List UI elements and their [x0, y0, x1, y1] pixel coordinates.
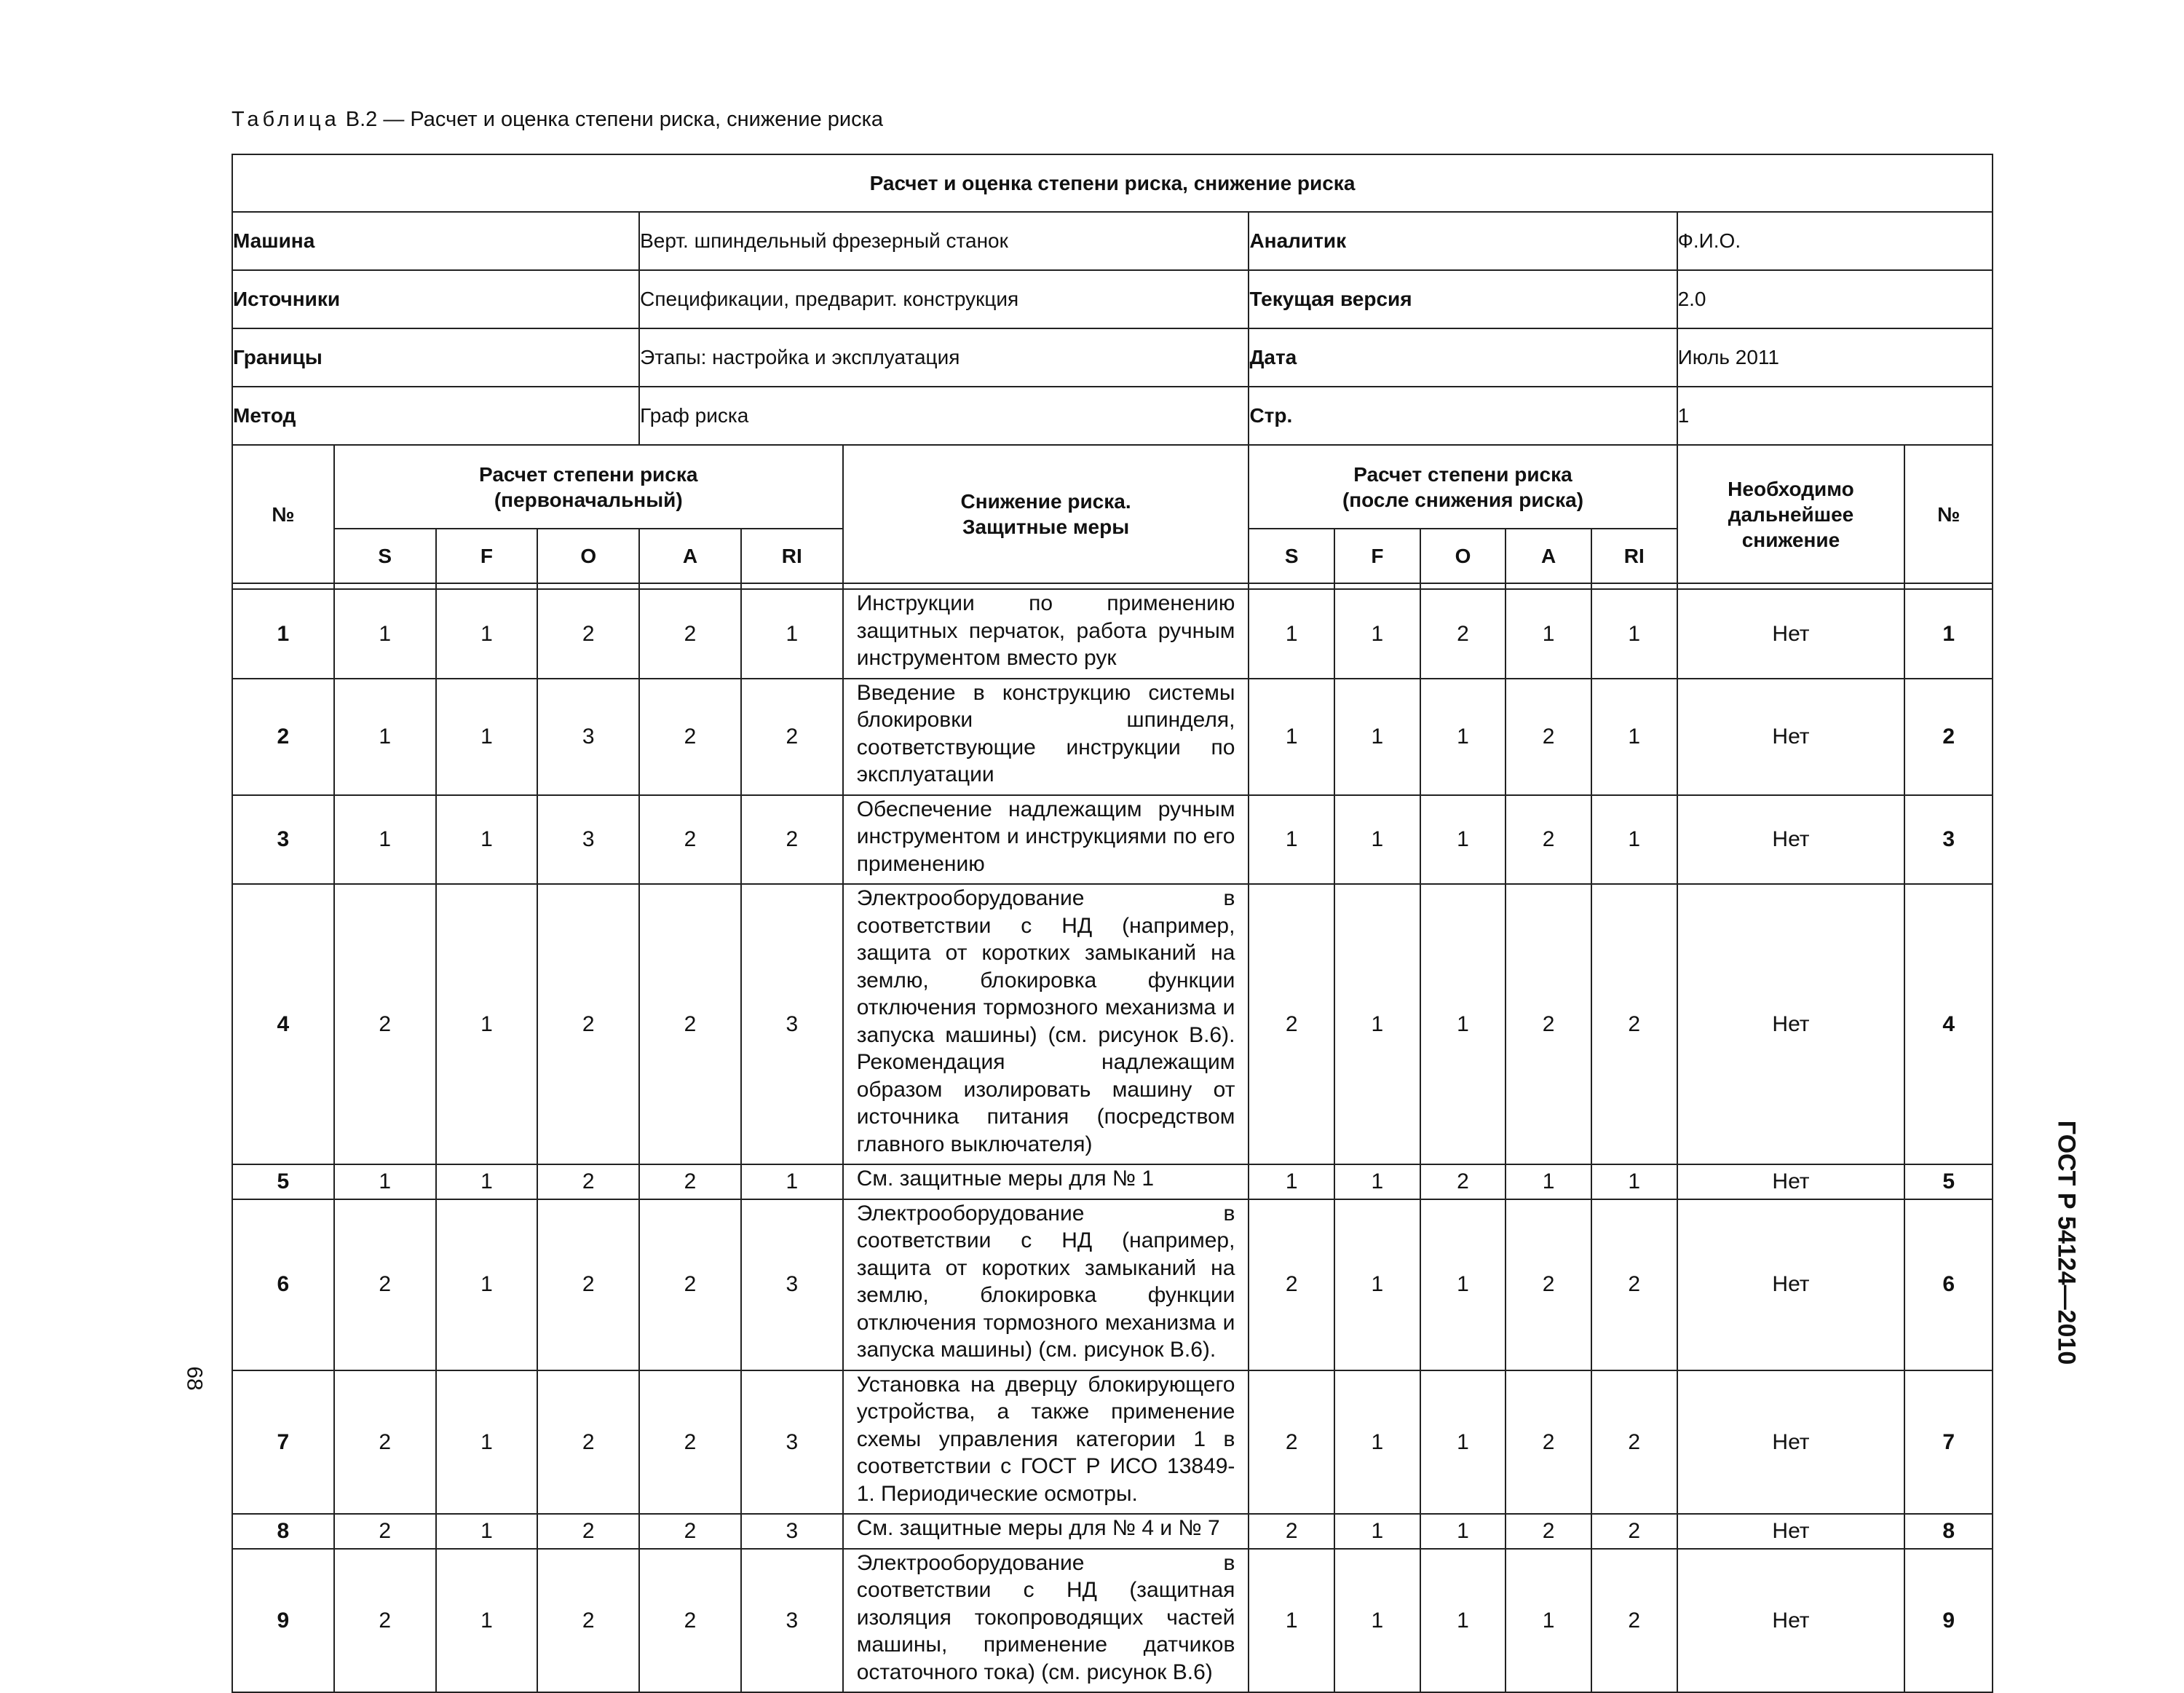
header-initial-line2: (первоначальный) — [494, 488, 683, 511]
header-initial-line1: Расчет степени риска — [479, 462, 698, 486]
info-value: Этапы: настройка и эксплуатация — [639, 328, 1249, 387]
cell-protective-measure: См. защитные меры для № 4 и № 7 — [843, 1514, 1249, 1549]
cell-after-f: 1 — [1334, 795, 1420, 885]
cell-initial-f: 1 — [436, 1164, 538, 1199]
cell-row-number-right: 3 — [1904, 795, 1993, 885]
cell-initial-f: 1 — [436, 1549, 538, 1693]
header-col-f: F — [436, 529, 538, 583]
header-measures-line2: Защитные меры — [962, 516, 1130, 538]
info-row-machine — [232, 212, 1993, 270]
header-further-reduction — [1677, 445, 1905, 583]
table-row — [232, 589, 1993, 679]
caption-text: В.2 — Расчет и оценка степени риска, снижение риска — [345, 108, 884, 131]
cell-after-o: 1 — [1420, 1549, 1506, 1693]
info-value: Июль 2011 — [1677, 328, 1993, 387]
cell-initial-o: 2 — [537, 1370, 639, 1515]
info-label: Стр. — [1249, 387, 1677, 445]
cell-further-reduction: Нет — [1677, 1199, 1905, 1370]
cell-initial-o: 2 — [537, 589, 639, 679]
cell-after-o: 1 — [1420, 1199, 1506, 1370]
caption-label: Таблица — [232, 108, 340, 131]
cell-initial-o: 2 — [537, 884, 639, 1164]
cell-after-s: 1 — [1249, 1164, 1334, 1199]
cell-after-a: 2 — [1506, 884, 1591, 1164]
cell-after-ri: 1 — [1591, 1164, 1677, 1199]
cell-initial-s: 1 — [334, 795, 436, 885]
cell-initial-f: 1 — [436, 1514, 538, 1549]
cell-after-s: 2 — [1249, 1514, 1334, 1549]
cell-after-a: 1 — [1506, 1549, 1591, 1693]
cell-row-number-right: 1 — [1904, 589, 1993, 679]
cell-after-a: 1 — [1506, 589, 1591, 679]
cell-row-number-right: 6 — [1904, 1199, 1993, 1370]
cell-further-reduction: Нет — [1677, 1549, 1905, 1693]
cell-initial-a: 2 — [639, 1199, 741, 1370]
cell-initial-a: 2 — [639, 679, 741, 795]
cell-after-s: 1 — [1249, 1549, 1334, 1693]
cell-initial-s: 2 — [334, 884, 436, 1164]
table-title: Расчет и оценка степени риска, снижение риска — [232, 154, 1993, 212]
table-caption — [232, 108, 883, 132]
cell-after-s: 1 — [1249, 679, 1334, 795]
cell-protective-measure: Электрооборудование в соответствии с НД (защитная изоляция токопроводящих частей машины, применение датчиков остаточного тока) (см. рисунок В.6) — [843, 1549, 1249, 1693]
cell-protective-measure: Электрооборудование в соответствии с НД (например, защита от коротких замыканий на землю, блокировка функции отключения тормозного механизма и запуска машины) (см. рисунок В.6). Рекомендация надлежащим образом изолировать машину от источника питания (посредством главного выключателя) — [843, 884, 1249, 1164]
header-col-f-after: F — [1334, 529, 1420, 583]
info-value: 1 — [1677, 387, 1993, 445]
cell-initial-s: 2 — [334, 1549, 436, 1693]
cell-after-a: 2 — [1506, 1514, 1591, 1549]
header-measures-line1: Снижение риска. — [960, 490, 1131, 513]
info-value: Верт. шпиндельный фрезерный станок — [639, 212, 1249, 270]
cell-after-ri: 1 — [1591, 795, 1677, 885]
header-after-risk — [1249, 445, 1677, 529]
cell-further-reduction: Нет — [1677, 1164, 1905, 1199]
cell-initial-f: 1 — [436, 1370, 538, 1515]
cell-initial-ri: 2 — [741, 679, 843, 795]
cell-initial-ri: 2 — [741, 795, 843, 885]
header-row — [232, 445, 1993, 529]
cell-row-number: 9 — [232, 1549, 334, 1693]
risk-table — [232, 154, 1993, 1693]
cell-initial-a: 2 — [639, 1514, 741, 1549]
cell-after-a: 2 — [1506, 795, 1591, 885]
header-further-line2: дальнейшее — [1728, 502, 1854, 526]
cell-initial-ri: 3 — [741, 1549, 843, 1693]
cell-initial-a: 2 — [639, 795, 741, 885]
header-initial-risk — [334, 445, 843, 529]
cell-further-reduction: Нет — [1677, 884, 1905, 1164]
cell-row-number-right: 2 — [1904, 679, 1993, 795]
cell-row-number: 3 — [232, 795, 334, 885]
cell-after-f: 1 — [1334, 1514, 1420, 1549]
cell-row-number: 8 — [232, 1514, 334, 1549]
cell-after-o: 2 — [1420, 1164, 1506, 1199]
cell-after-s: 2 — [1249, 1370, 1334, 1515]
cell-initial-a: 2 — [639, 884, 741, 1164]
cell-initial-ri: 3 — [741, 1370, 843, 1515]
cell-protective-measure: Установка на дверцу блокирующего устройства, а также применение схемы управления категории 1 в соответствии с ГОСТ Р ИСО 13849-1. Периодические осмотры. — [843, 1370, 1249, 1515]
table-row — [232, 884, 1993, 1164]
info-label: Текущая версия — [1249, 270, 1677, 328]
cell-after-ri: 2 — [1591, 1549, 1677, 1693]
cell-further-reduction: Нет — [1677, 795, 1905, 885]
info-label: Дата — [1249, 328, 1677, 387]
cell-initial-s: 1 — [334, 1164, 436, 1199]
table-row — [232, 795, 1993, 885]
cell-after-o: 1 — [1420, 1370, 1506, 1515]
cell-initial-s: 2 — [334, 1514, 436, 1549]
cell-row-number-right: 5 — [1904, 1164, 1993, 1199]
cell-initial-o: 3 — [537, 795, 639, 885]
cell-after-s: 1 — [1249, 795, 1334, 885]
table-row — [232, 1199, 1993, 1370]
cell-row-number: 1 — [232, 589, 334, 679]
cell-after-f: 1 — [1334, 1164, 1420, 1199]
cell-initial-o: 2 — [537, 1549, 639, 1693]
cell-initial-o: 3 — [537, 679, 639, 795]
info-value: Граф риска — [639, 387, 1249, 445]
cell-protective-measure: См. защитные меры для № 1 — [843, 1164, 1249, 1199]
info-label: Машина — [232, 212, 639, 270]
cell-after-o: 1 — [1420, 795, 1506, 885]
info-label: Границы — [232, 328, 639, 387]
cell-initial-o: 2 — [537, 1199, 639, 1370]
header-col-s-after: S — [1249, 529, 1334, 583]
cell-initial-a: 2 — [639, 1549, 741, 1693]
table-row — [232, 1514, 1993, 1549]
table-row — [232, 1549, 1993, 1693]
cell-further-reduction: Нет — [1677, 679, 1905, 795]
cell-initial-ri: 3 — [741, 1514, 843, 1549]
cell-after-ri: 2 — [1591, 884, 1677, 1164]
cell-after-o: 1 — [1420, 679, 1506, 795]
cell-initial-a: 2 — [639, 589, 741, 679]
cell-initial-f: 1 — [436, 884, 538, 1164]
header-further-line1: Необходимо — [1728, 477, 1854, 500]
cell-protective-measure: Введение в конструкцию системы блокировки шпинделя, соответствующие инструкции по эксплуатации — [843, 679, 1249, 795]
header-col-o: O — [537, 529, 639, 583]
cell-initial-o: 2 — [537, 1514, 639, 1549]
cell-initial-ri: 1 — [741, 589, 843, 679]
info-label: Метод — [232, 387, 639, 445]
cell-initial-a: 2 — [639, 1164, 741, 1199]
cell-initial-a: 2 — [639, 1370, 741, 1515]
cell-protective-measure: Обеспечение надлежащим ручным инструментом и инструкциями по его применению — [843, 795, 1249, 885]
cell-after-ri: 2 — [1591, 1514, 1677, 1549]
info-value: Ф.И.О. — [1677, 212, 1993, 270]
cell-after-f: 1 — [1334, 679, 1420, 795]
header-col-ri-after: RI — [1591, 529, 1677, 583]
cell-after-a: 2 — [1506, 679, 1591, 795]
cell-after-ri: 2 — [1591, 1199, 1677, 1370]
header-no: № — [232, 445, 334, 583]
cell-initial-f: 1 — [436, 679, 538, 795]
cell-initial-s: 2 — [334, 1370, 436, 1515]
info-value: Спецификации, предварит. конструкция — [639, 270, 1249, 328]
cell-initial-f: 1 — [436, 1199, 538, 1370]
header-col-a-after: A — [1506, 529, 1591, 583]
cell-after-ri: 1 — [1591, 679, 1677, 795]
cell-row-number: 7 — [232, 1370, 334, 1515]
cell-initial-f: 1 — [436, 589, 538, 679]
cell-row-number: 6 — [232, 1199, 334, 1370]
cell-protective-measure: Инструкции по применению защитных перчаток, работа ручным инструментом вместо рук — [843, 589, 1249, 679]
cell-row-number-right: 7 — [1904, 1370, 1993, 1515]
header-measures — [843, 445, 1249, 583]
cell-further-reduction: Нет — [1677, 1514, 1905, 1549]
info-value: 2.0 — [1677, 270, 1993, 328]
header-after-line2: (после снижения риска) — [1342, 488, 1584, 511]
header-col-a: A — [639, 529, 741, 583]
header-separator — [232, 583, 1993, 589]
cell-after-f: 1 — [1334, 1370, 1420, 1515]
cell-further-reduction: Нет — [1677, 1370, 1905, 1515]
cell-further-reduction: Нет — [1677, 589, 1905, 679]
table-body — [232, 154, 1993, 1692]
cell-initial-s: 1 — [334, 589, 436, 679]
cell-initial-s: 1 — [334, 679, 436, 795]
cell-row-number-right: 9 — [1904, 1549, 1993, 1693]
cell-after-s: 2 — [1249, 1199, 1334, 1370]
info-row-limits — [232, 328, 1993, 387]
document-code: ГОСТ Р 54124—2010 — [2052, 1120, 2081, 1365]
cell-after-f: 1 — [1334, 884, 1420, 1164]
cell-row-number: 4 — [232, 884, 334, 1164]
header-col-o-after: O — [1420, 529, 1506, 583]
header-no-right: № — [1904, 445, 1993, 583]
cell-row-number: 5 — [232, 1164, 334, 1199]
cell-after-a: 2 — [1506, 1199, 1591, 1370]
header-col-ri: RI — [741, 529, 843, 583]
page-number: 68 — [182, 1366, 207, 1391]
cell-after-s: 1 — [1249, 589, 1334, 679]
cell-initial-ri: 1 — [741, 1164, 843, 1199]
cell-after-f: 1 — [1334, 1549, 1420, 1693]
cell-after-ri: 1 — [1591, 589, 1677, 679]
header-after-line1: Расчет степени риска — [1353, 462, 1572, 486]
cell-after-ri: 2 — [1591, 1370, 1677, 1515]
cell-after-o: 1 — [1420, 884, 1506, 1164]
cell-initial-o: 2 — [537, 1164, 639, 1199]
header-col-s: S — [334, 529, 436, 583]
info-row-method — [232, 387, 1993, 445]
cell-initial-f: 1 — [436, 795, 538, 885]
table-row — [232, 1164, 1993, 1199]
table-row — [232, 679, 1993, 795]
cell-after-o: 2 — [1420, 589, 1506, 679]
cell-after-f: 1 — [1334, 1199, 1420, 1370]
info-row-sources — [232, 270, 1993, 328]
cell-initial-ri: 3 — [741, 884, 843, 1164]
info-label: Источники — [232, 270, 639, 328]
cell-after-a: 2 — [1506, 1370, 1591, 1515]
cell-after-s: 2 — [1249, 884, 1334, 1164]
cell-row-number: 2 — [232, 679, 334, 795]
cell-after-a: 1 — [1506, 1164, 1591, 1199]
cell-initial-ri: 3 — [741, 1199, 843, 1370]
cell-initial-s: 2 — [334, 1199, 436, 1370]
cell-protective-measure: Электрооборудование в соответствии с НД (например, защита от коротких замыканий на землю, блокировка функции отключения тормозного механизма и запуска машины) (см. рисунок В.6). — [843, 1199, 1249, 1370]
table-row — [232, 1370, 1993, 1515]
cell-after-o: 1 — [1420, 1514, 1506, 1549]
cell-row-number-right: 4 — [1904, 884, 1993, 1164]
cell-after-f: 1 — [1334, 589, 1420, 679]
cell-row-number-right: 8 — [1904, 1514, 1993, 1549]
info-label: Аналитик — [1249, 212, 1677, 270]
header-further-line3: снижение — [1741, 528, 1840, 551]
